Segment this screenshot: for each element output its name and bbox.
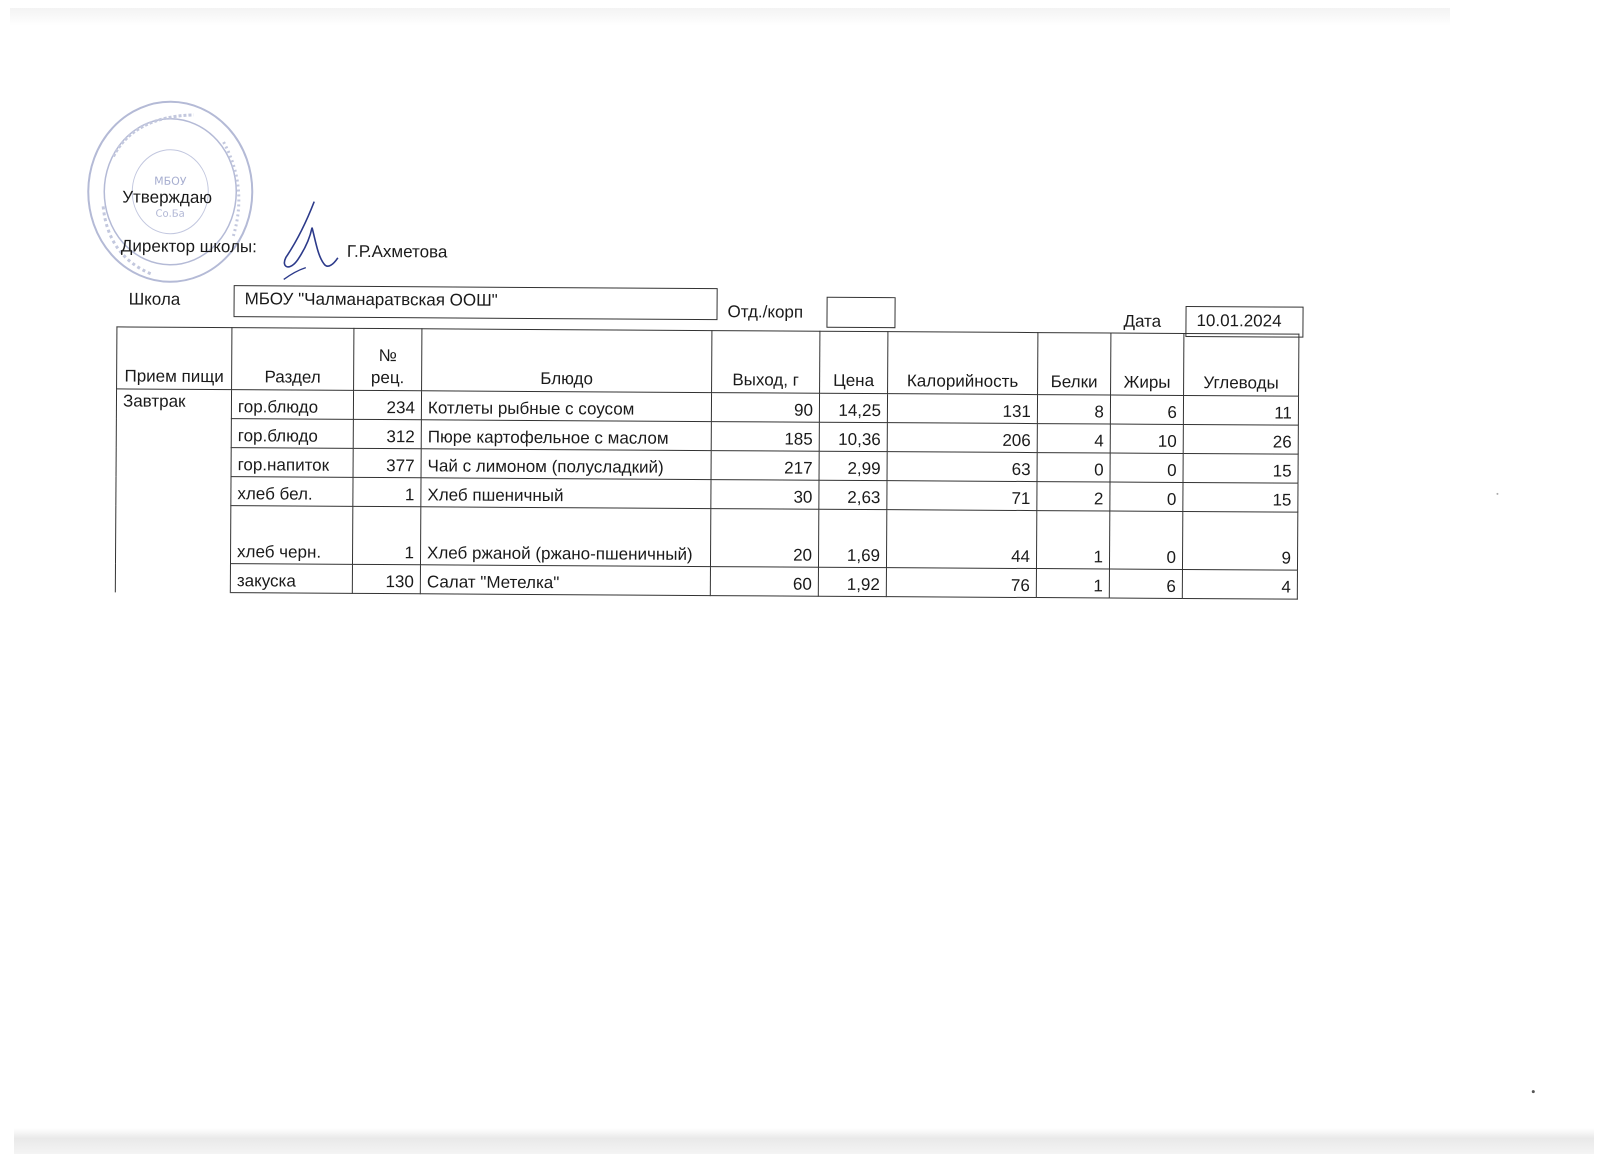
school-label: Школа — [128, 289, 181, 309]
header-fat: Жиры — [1111, 333, 1184, 395]
carbs-cell: 4 — [1182, 569, 1297, 599]
fat-cell: 0 — [1110, 482, 1183, 511]
header-calories: Калорийность — [888, 332, 1038, 395]
header-dish: Блюдо — [422, 329, 712, 393]
director-label: Директор школы: — [120, 236, 257, 257]
dish-cell: Пюре картофельное с маслом — [421, 420, 711, 451]
header-carbs: Углеводы — [1184, 333, 1299, 396]
recipe-cell: 234 — [353, 390, 421, 419]
calories-cell: 206 — [887, 423, 1037, 453]
svg-text:Со.Ба: Со.Ба — [155, 208, 185, 220]
protein-cell: 1 — [1036, 569, 1109, 598]
approval-label: Утверждаю — [122, 187, 213, 208]
fat-cell: 0 — [1109, 511, 1182, 569]
output-cell: 185 — [711, 422, 819, 452]
calories-cell: 44 — [886, 510, 1036, 569]
header-output: Выход, г — [712, 331, 820, 394]
recipe-cell: 130 — [352, 564, 420, 593]
section-cell: гор.блюдо — [231, 390, 353, 420]
section-cell: гор.блюдо — [231, 419, 353, 449]
date-label: Дата — [1123, 311, 1162, 331]
price-cell: 2,99 — [819, 451, 887, 480]
table-row — [115, 505, 1297, 570]
table-header-row — [117, 327, 1299, 396]
meal-cell: Завтрак — [115, 389, 231, 593]
price-cell: 2,63 — [819, 480, 887, 509]
recipe-cell: 1 — [352, 506, 420, 564]
menu-table — [115, 326, 1300, 599]
price-cell: 1,92 — [818, 567, 886, 596]
dish-cell: Салат "Метелка" — [420, 565, 710, 596]
calories-cell: 131 — [887, 394, 1037, 424]
fat-cell: 0 — [1110, 453, 1183, 482]
dish-cell: Хлеб ржаной (ржано-пшеничный) — [420, 507, 710, 567]
recipe-cell: 377 — [353, 448, 421, 477]
section-cell: хлеб черн. — [230, 506, 352, 565]
header-protein: Белки — [1038, 333, 1111, 395]
output-cell: 20 — [710, 509, 818, 568]
dish-cell: Котлеты рыбные с соусом — [421, 391, 711, 422]
recipe-cell: 1 — [353, 477, 421, 506]
calories-cell: 63 — [887, 452, 1037, 482]
dish-cell: Хлеб пшеничный — [421, 478, 711, 509]
output-cell: 90 — [711, 393, 819, 423]
fat-cell: 6 — [1109, 569, 1182, 598]
protein-cell: 1 — [1036, 511, 1109, 569]
section-cell: хлеб бел. — [231, 477, 353, 507]
price-cell: 10,36 — [819, 422, 887, 451]
date-field: 10.01.2024 — [1185, 306, 1303, 338]
carbs-cell: 11 — [1183, 395, 1298, 425]
output-cell: 30 — [711, 480, 819, 510]
header-meal: Прием пищи — [117, 327, 232, 390]
header-recipe: № рец. — [354, 328, 422, 390]
carbs-cell: 15 — [1183, 482, 1298, 512]
carbs-cell: 9 — [1182, 511, 1297, 570]
protein-cell: 4 — [1037, 424, 1110, 453]
director-name: Г.Р.Ахметова — [346, 241, 448, 262]
price-cell: 1,69 — [818, 509, 886, 567]
protein-cell: 0 — [1037, 453, 1110, 482]
protein-cell: 8 — [1037, 395, 1110, 424]
scan-speck — [1532, 1090, 1535, 1093]
output-cell: 60 — [710, 567, 818, 597]
fat-cell: 6 — [1110, 395, 1183, 424]
header-section: Раздел — [232, 328, 354, 391]
recipe-cell: 312 — [353, 419, 421, 448]
section-cell: закуска — [230, 564, 352, 594]
output-cell: 217 — [711, 451, 819, 481]
table-row — [115, 563, 1297, 599]
carbs-cell: 26 — [1183, 424, 1298, 454]
school-name-field: МБОУ "Чалманаратвская ООШ" — [233, 285, 717, 320]
carbs-cell: 15 — [1183, 453, 1298, 483]
calories-cell: 76 — [886, 568, 1036, 598]
fat-cell: 10 — [1110, 424, 1183, 453]
protein-cell: 2 — [1037, 482, 1110, 511]
price-cell: 14,25 — [819, 393, 887, 422]
calories-cell: 71 — [887, 481, 1037, 511]
department-label: Отд./корп — [727, 302, 804, 322]
header-price: Цена — [820, 331, 888, 393]
svg-text:МБОУ: МБОУ — [154, 174, 187, 188]
scan-speck — [1496, 493, 1498, 495]
section-cell: гор.напиток — [231, 448, 353, 478]
director-signature — [276, 197, 347, 282]
dish-cell: Чай с лимоном (полусладкий) — [421, 449, 711, 480]
department-field — [826, 297, 895, 328]
